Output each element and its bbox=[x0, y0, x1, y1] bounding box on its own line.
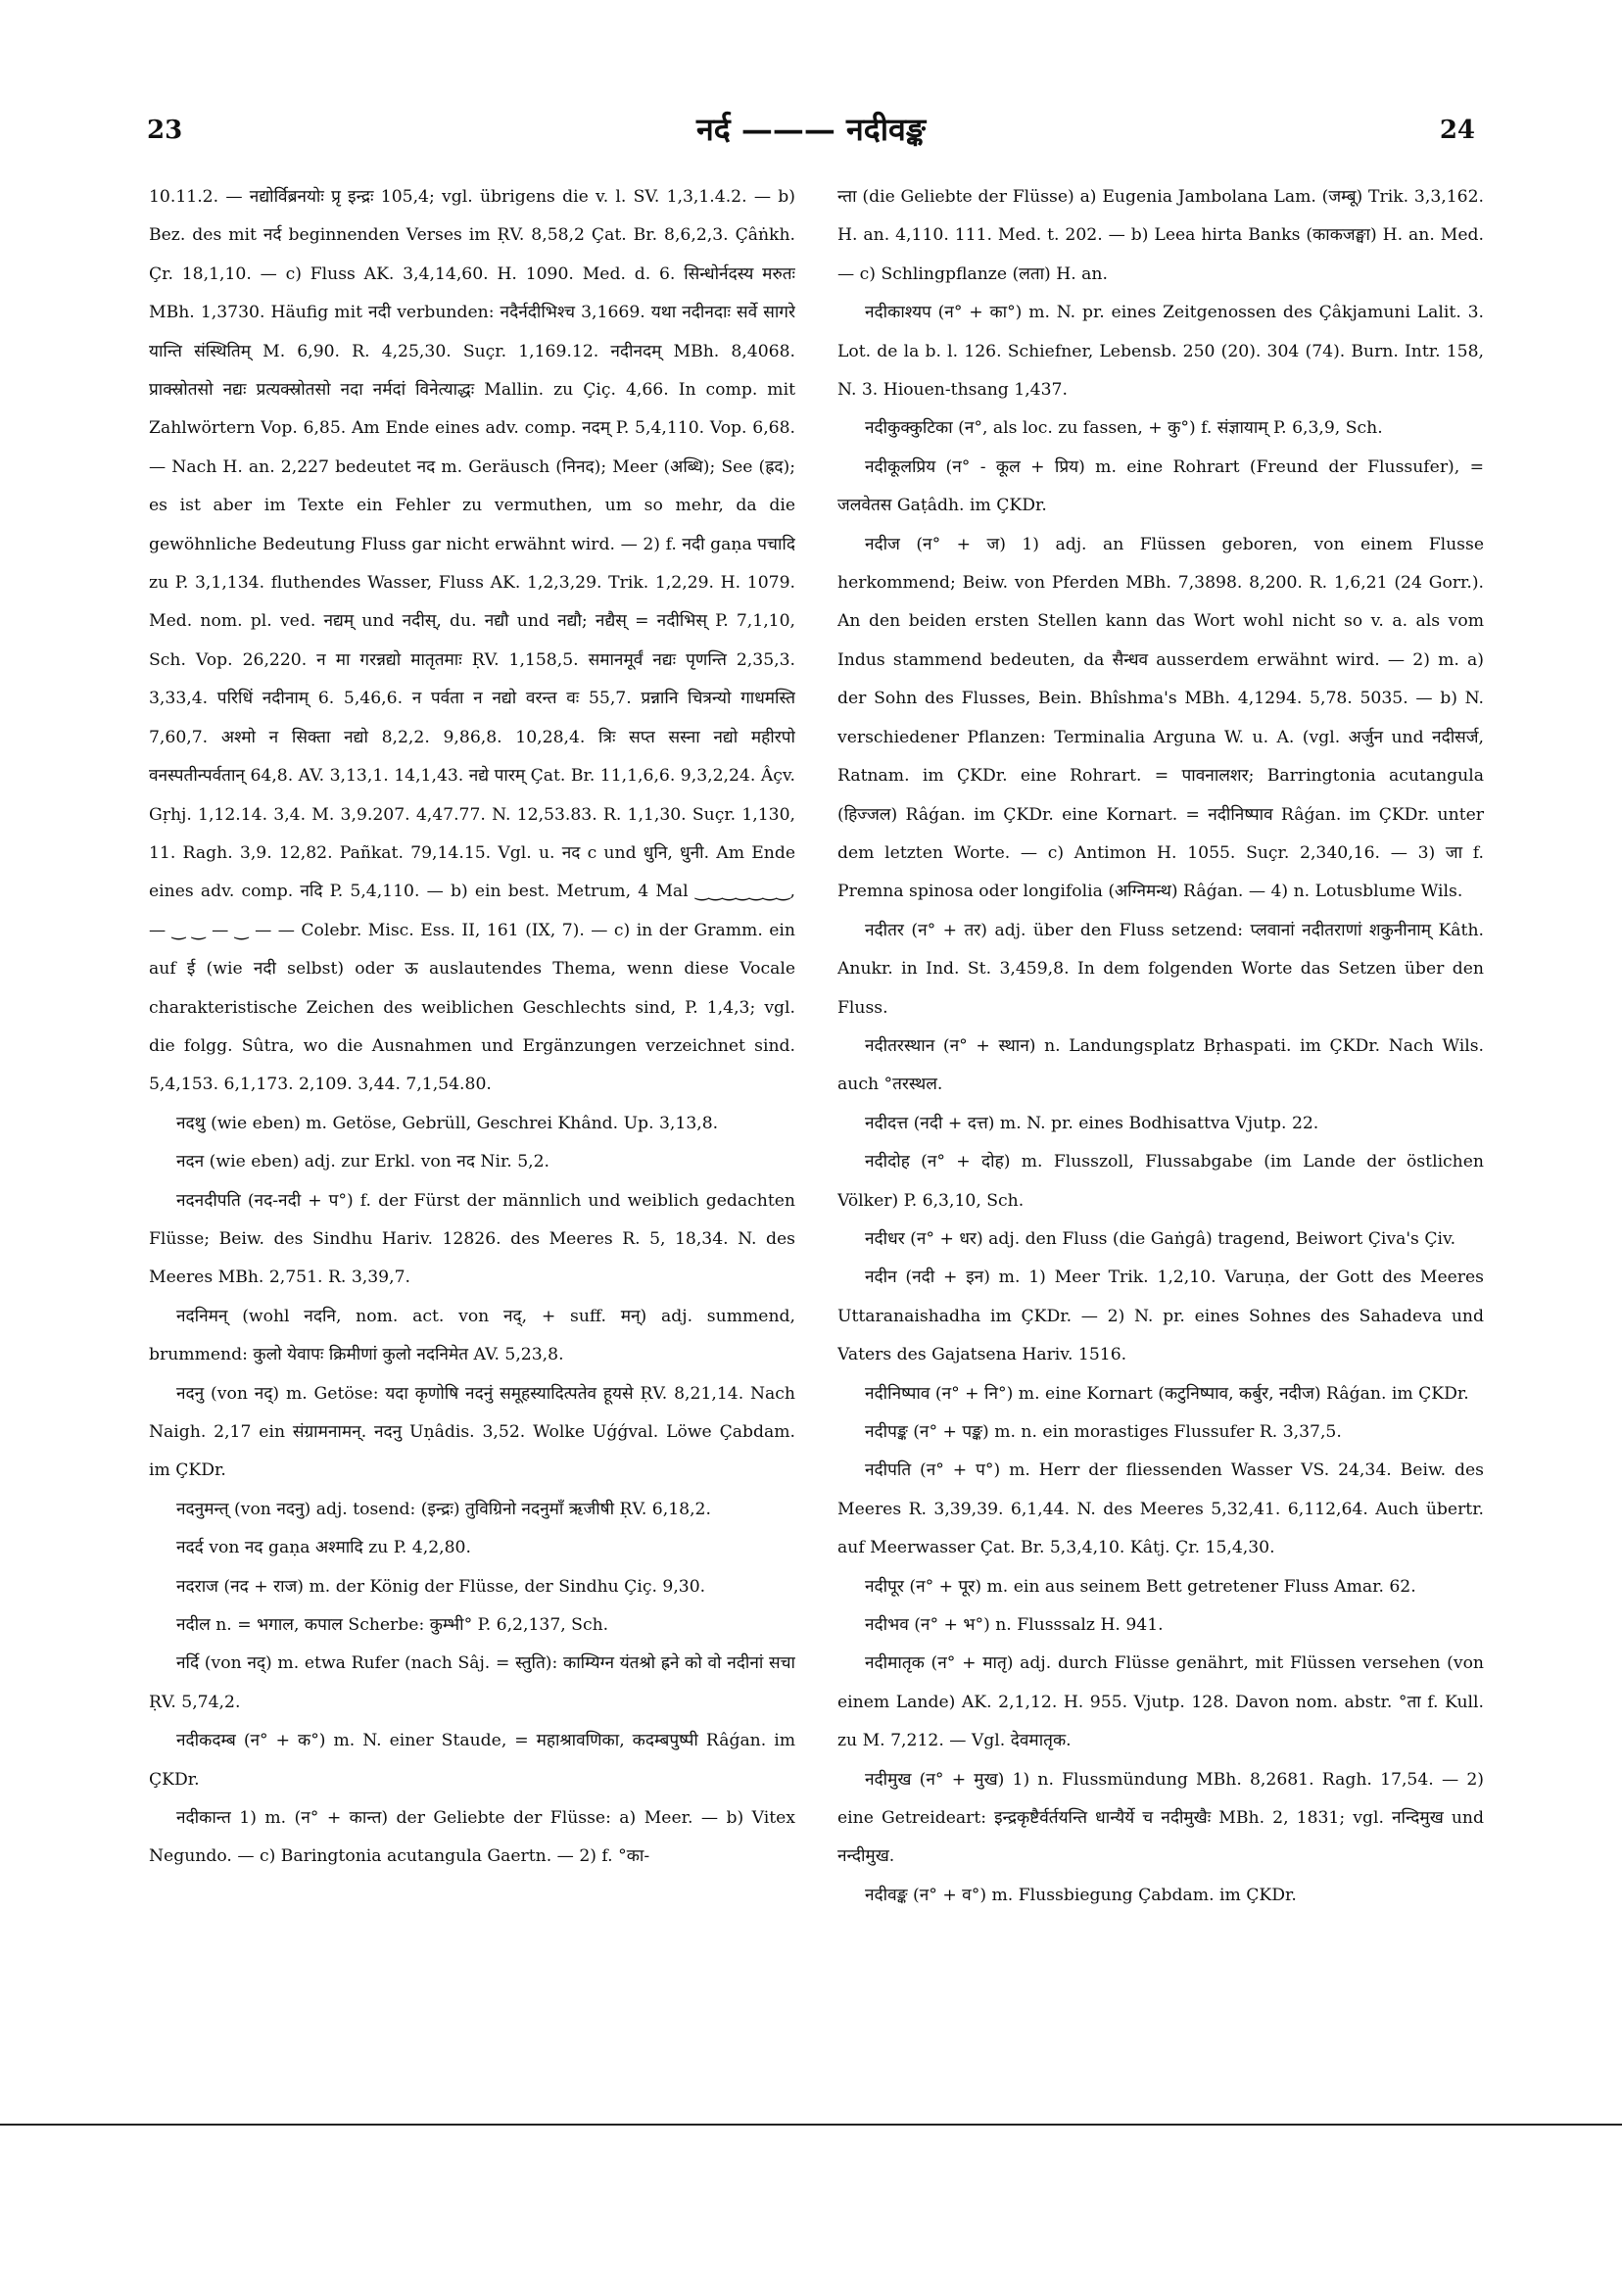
dictionary-entry: नदीतरस्थान (न° + स्थान) n. Landungsplatz Bṛhaspati. im ÇKDr. Nach Wils. auch °तरस्थल. bbox=[837, 1035, 1484, 1095]
page-number-right: 24 bbox=[1439, 116, 1475, 145]
entry-continuation: न्ता (die Geliebte der Flüsse) a) Eugenia Jambolana Lam. (जम्बू) Trik. 3,3,162. H. an. 4,110. 111. Med. t. 202. — b) Leea hirta Banks (काकजङ्घा) H. an. Med. — c) Schlingpflanze (लता) H. an. bbox=[837, 187, 1484, 284]
dictionary-entry: नदराज (नद + राज) m. der König der Flüsse, der Sindhu Çiç. 9,30. bbox=[176, 1576, 706, 1597]
dictionary-entry: नदीधर (न° + धर) adj. den Fluss (die Gaṅgâ) tragend, Beiwort Çiva's Çiv. bbox=[865, 1228, 1456, 1249]
dictionary-entry: नदीभव (न° + भ°) n. Flusssalz H. 941. bbox=[865, 1615, 1164, 1636]
dictionary-entry: नदीज (न° + ज) 1) adj. an Flüssen geboren, von einem Flusse herkommend; Beiw. von Pferden MBh. 7,3898. 8,200. R. 1,6,21 (24 Gorr.). An den beiden ersten Stellen kann das Wort wohl nicht so v. a. als vom Indus stammend bedeuten, da सैन्धव ausserdem erwähnt wird. — 2) m. a) der Sohn des Flusses, Bein. Bhîshma's MBh. 4,1294. 5,78. 5035. — b) N. verschiedener Pflanzen: Terminalia Arguna W. u. A. (vgl. अर्जुन und नदीसर्ज, Ratnam. im ÇKDr. eine Rohrart. = पावनालशर; Barringtonia acutangula (हिज्जल) Râǵan. im ÇKDr. eine Kornart. = नदीनिष्पाव Râǵan. im ÇKDr. unter dem letzten Worte. — c) Antimon H. 1055. Suçr. 2,340,16. — 3) जा f. Premna spinosa oder longifolia (अग्निमन्थ) Râǵan. — 4) n. Lotusblume Wils. bbox=[837, 534, 1484, 902]
dictionary-entry: नदथु (wie eben) m. Getöse, Gebrüll, Geschrei Khând. Up. 3,13,8. bbox=[176, 1113, 719, 1133]
left-column bbox=[149, 178, 795, 2098]
dictionary-entry: नदीपङ्क (न° + पङ्क) m. n. ein morastiges Flussufer R. 3,37,5. bbox=[865, 1422, 1342, 1442]
entry-continuation: 10.11.2. — नद्योर्विब्रनयोः प्रृ इन्द्रः 105,4; vgl. übrigens die v. l. SV. 1,3,1.4.2. — b) Bez. des mit नर्द beginnenden Verses im ṚV. 8,58,2 Çat. Br. 8,6,2,3. Çâṅkh. Çr. 18,1,10. — c) Fluss AK. 3,4,14,60. H. 1090. Med. d. 6. सिन्धोर्नदस्य मरुतः MBh. 1,3730. Häufig mit नदी verbunden: नदैर्नदीभिश्च 3,1669. यथा नदीनदाः सर्वे सागरे यान्ति संस्थितिम् M. 6,90. R. 4,25,30. Suçr. 1,169.12. नदीनदम् MBh. 8,4068. प्राक्स्रोतसो नद्यः प्रत्यक्स्रोतसो नदा नर्मदां विनेत्याद्धः Mallin. zu Çiç. 4,66. In comp. mit Zahlwörtern Vop. 6,85. Am Ende eines adv. comp. नदम् P. 5,4,110. Vop. 6,68. — Nach H. an. 2,227 bedeutet नद m. Geräusch (निनद); Meer (अब्धि); See (ह्रद); es ist aber im Texte ein Fehler zu vermuthen, um so mehr, da die gewöhnliche Bedeutung Fluss gar nicht erwähnt wird. — 2) f. नदी gaṇa पचादि zu P. 3,1,134. fluthendes Wasser, Fluss AK. 1,2,3,29. Trik. 1,2,29. H. 1079. Med. nom. pl. ved. नद्यम् und नदीस्, du. नद्यौ und नद्यौ; नद्यैस् = नदीभिस् P. 7,1,10, Sch. Vop. 26,220. न मा गरन्नद्यो मातृतमाः ṚV. 1,158,5. समानमूर्वं नद्यः पृणन्ति 2,35,3. 3,33,4. परिधिं नदीनाम् 6. 5,46,6. न पर्वता न नद्यो वरन्त वः 55,7. प्रन्नानि चित्रन्यो गाधमस्ति 7,60,7. अश्मो न सिक्ता नद्यो 8,2,2. 9,86,8. 10,28,4. त्रिः सप्त सस्ना नद्यो महीरपो वनस्पतीन्पर्वतान् 64,8. AV. 3,13,1. 14,1,43. नद्ये पारम् Çat. Br. 11,1,6,6. 9,3,2,24. Âçv. Gṛhj. 1,12.14. 3,4. M. 3,9.207. 4,47.77. N. 12,53.83. R. 1,1,30. Suçr. 1,130, 11. Ragh. 3,9. 12,82. Pañkat. 79,14.15. Vgl. u. नद c und धुनि, धुनी. Am Ende eines adv. comp. नदि P. 5,4,110. — b) ein best. Metrum, 4 Mal ‿‿‿‿‿‿‿, — ‿ ‿ — ‿ — — Colebr. Misc. Ess. II, 161 (IX, 7). — c) in der Gramm. ein auf ई (wie नदी selbst) oder ऊ auslautendes Thema, wenn diese Vocale charakteristische Zeichen des weiblichen Geschlechts sind, P. 1,4,3; vgl. die folgg. Sûtra, wo die Ausnahmen und Ergänzungen verzeichnet sind. 5,4,153. 6,1,173. 2,109. 3,44. 7,1,54.80. bbox=[149, 187, 795, 1095]
page-number-left: 23 bbox=[147, 116, 183, 145]
dictionary-entry: नदन (wie eben) adj. zur Erkl. von नद Nir. 5,2. bbox=[176, 1152, 550, 1172]
dictionary-entry: नदीनिष्पाव (न° + नि°) m. eine Kornart (कटुनिष्पाव, कर्बुर, नदीज) Râǵan. im ÇKDr. bbox=[865, 1383, 1469, 1404]
dictionary-entry: नदीदत्त (नदी + दत्त) m. N. pr. eines Bodhisattva Vjutp. 22. bbox=[865, 1113, 1319, 1133]
bottom-rule bbox=[0, 2124, 1622, 2126]
dictionary-entry: नदनदीपति (नद-नदी + प°) f. der Fürst der männlich und weiblich gedachten Flüsse; Beiw. des Sindhu Hariv. 12826. des Meeres R. 5, 18,34. N. des Meeres MBh. 2,751. R. 3,39,7. bbox=[149, 1190, 795, 1288]
dictionary-entry: नदीदोह (न° + दोह) m. Flusszoll, Flussabgabe (im Lande der östlichen Völker) P. 6,3,10, Sch. bbox=[837, 1152, 1484, 1211]
dictionary-entry: नदीवङ्क (न° + व°) m. Flussbiegung Çabdam. im ÇKDr. bbox=[865, 1885, 1297, 1905]
dictionary-entry: नदीकाश्यप (न° + का°) m. N. pr. eines Zeitgenossen des Çâkjamuni Lalit. 3. Lot. de la b. l. 126. Schiefner, Lebensb. 250 (20). 304 (74). Burn. Intr. 158, N. 3. Hiouen-thsang 1,437. bbox=[837, 303, 1484, 401]
dictionary-entry: नदीपूर (न° + पूर) m. ein aus seinem Bett getretener Fluss Amar. 62. bbox=[865, 1576, 1416, 1597]
dictionary-entry: नदीमातृक (न° + मातृ) adj. durch Flüsse genährt, mit Flüssen versehen (von einem Lande) AK. 2,1,12. H. 955. Vjutp. 128. Davon nom. abstr. °ता f. Kull. zu M. 7,212. — Vgl. देवमातृक. bbox=[837, 1653, 1484, 1751]
dictionary-entry: नदनु (von नद्) m. Getöse: यदा कृणोषि नदनुं समूहस्यादित्पतेव हूयसे ṚV. 8,21,14. Nach Naigh. 2,17 ein संग्रामनामन्. नदनु Uṇâdis. 3,52. Wolke Uǵǵval. Löwe Çabdam. im ÇKDr. bbox=[149, 1383, 795, 1481]
running-title: नर्द ——— नदीवङ्क bbox=[695, 111, 927, 148]
page-header bbox=[147, 108, 1475, 157]
dictionary-entry: नदीतर (न° + तर) adj. über den Fluss setzend: प्लवानां नदीतराणां शकुनीनाम् Kâth. Anukr. in Ind. St. 3,459,8. In dem folgenden Worte das Setzen über den Fluss. bbox=[837, 920, 1484, 1018]
dictionary-entry: नदनिमन् (wohl नदनि, nom. act. von नद्, + suff. मन्) adj. summend, brummend: कुलो येवापः क्रिमीणां कुलो नदनिमेत AV. 5,23,8. bbox=[149, 1306, 795, 1365]
dictionary-entry: नदीमुख (न° + मुख) 1) n. Flussmündung MBh. 8,2681. Ragh. 17,54. — 2) eine Getreideart: इन्द्रकृष्टैर्वर्तयन्ति धान्यैर्ये च नदीमुखैः MBh. 2, 1831; vgl. नन्दिमुख und नन्दीमुख. bbox=[837, 1769, 1484, 1867]
dictionary-entry: नदनुमन्त् (von नदनु) adj. tosend: (इन्द्रः) तुविग्रिनो नदनुमाँ ऋजीषी ṚV. 6,18,2. bbox=[176, 1499, 711, 1519]
dictionary-entry: नदीकूलप्रिय (न° - कूल + प्रिय) m. eine Rohrart (Freund der Flussufer), = जलवेतस Gaṭâdh. im ÇKDr. bbox=[837, 456, 1484, 516]
dictionary-entry: नदीपति (न° + प°) m. Herr der fliessenden Wasser VS. 24,34. Beiw. des Meeres R. 3,39,39. 6,1,44. N. des Meeres 5,32,41. 6,112,64. Auch übertr. auf Meerwasser Çat. Br. 5,3,4,10. Kâtj. Çr. 15,4,30. bbox=[837, 1460, 1484, 1558]
dictionary-entry: नदीकान्त 1) m. (न° + कान्त) der Geliebte der Flüsse: a) Meer. — b) Vitex Negundo. — c) Baringtonia acutangula Gaertn. — 2) f. °का- bbox=[149, 1808, 795, 1867]
dictionary-entry: नदर्द von नद gaṇa अश्मादि zu P. 4,2,80. bbox=[176, 1538, 471, 1558]
dictionary-entry: नर्दि (von नद्) m. etwa Rufer (nach Sâj. = स्तुति): काम्यिग्न यंतश्रो ह्रने को वो नदीनां सचा ṚV. 5,74,2. bbox=[149, 1653, 795, 1712]
right-column bbox=[837, 178, 1484, 2098]
dictionary-entry: नदीन (नदी + इन) m. 1) Meer Trik. 1,2,10. Varuṇa, der Gott des Meeres Uttaranaishadha im ÇKDr. — 2) N. pr. eines Sohnes des Sahadeva und Vaters des Gajatsena Hariv. 1516. bbox=[837, 1268, 1484, 1365]
dictionary-entry: नदीकुक्कुटिका (न°, als loc. zu fassen, + कु°) f. संज्ञायाम् P. 6,3,9, Sch. bbox=[865, 418, 1383, 439]
dictionary-entry: नदील n. = भगाल, कपाल Scherbe: कुम्भी° P. 6,2,137, Sch. bbox=[176, 1615, 609, 1636]
dictionary-entry: नदीकदम्ब (न° + क°) m. N. einer Staude, = महाश्रावणिका, कदम्बपुष्पी Râǵan. im ÇKDr. bbox=[149, 1731, 795, 1790]
